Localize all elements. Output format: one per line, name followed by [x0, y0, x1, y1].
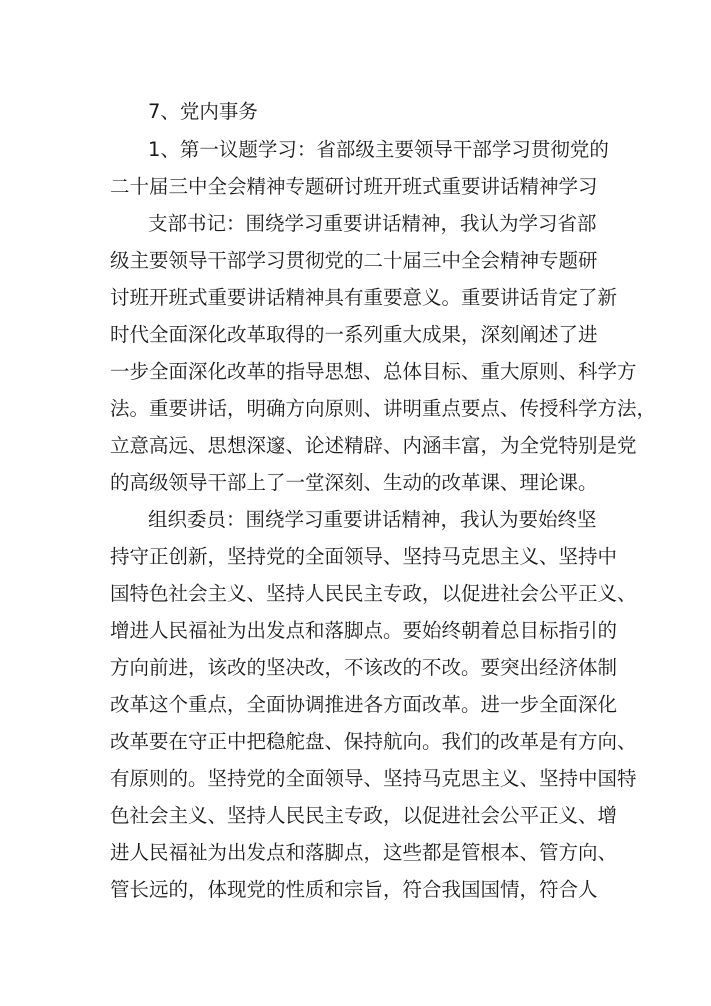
paragraph-line: 方向前进，该改的坚决改，不该改的不改。要突出经济体制 [110, 656, 618, 679]
paragraph-line: 时代全面深化改革取得的一系列重大成果，深刻阐述了进 [110, 323, 598, 346]
paragraph-line: 增进人民福祉为出发点和落脚点。要始终朝着总目标指引的 [110, 619, 618, 642]
paragraph-line: 法。重要讲话，明确方向原则、讲明重点要点、传授科学方法， [110, 397, 657, 420]
paragraph-line: 管长远的，体现党的性质和宗旨，符合我国国情，符合人 [110, 878, 598, 901]
paragraph-line: 讨班开班式重要讲话精神具有重要意义。重要讲话肯定了新 [110, 286, 618, 309]
paragraph-line: 国特色社会主义、坚持人民民主专政，以促进社会公平正义、 [110, 582, 637, 605]
paragraph-line: 一步全面深化改革的指导思想、总体目标、重大原则、科学方 [110, 360, 637, 383]
paragraph-line: 持守正创新，坚持党的全面领导、坚持马克思主义、坚持中 [110, 545, 618, 568]
paragraph-line: 色社会主义、坚持人民民主专政，以促进社会公平正义、增 [110, 804, 618, 827]
paragraph-line: 改革这个重点，全面协调推进各方面改革。进一步全面深化 [110, 693, 618, 716]
paragraph-line: 组织委员：围绕学习重要讲话精神，我认为要始终坚 [148, 508, 597, 531]
paragraph-line: 立意高远、思想深邃、论述精辟、内涵丰富，为全党特别是党 [110, 434, 637, 457]
paragraph-line: 进人民福祉为出发点和落脚点，这些都是管根本、管方向、 [110, 841, 618, 864]
topic-line: 1、第一议题学习：省部级主要领导干部学习贯彻党的 [148, 138, 609, 161]
paragraph-line: 级主要领导干部学习贯彻党的二十届三中全会精神专题研 [110, 249, 598, 272]
topic-line: 二十届三中全会精神专题研讨班开班式重要讲话精神学习 [110, 175, 598, 198]
paragraph-line: 支部书记：围绕学习重要讲话精神，我认为学习省部 [148, 212, 597, 235]
paragraph-line: 改革要在守正中把稳舵盘、保持航向。我们的改革是有方向、 [110, 730, 637, 753]
paragraph-line: 的高级领导干部上了一堂深刻、生动的改革课、理论课。 [110, 471, 598, 494]
paragraph-line: 有原则的。坚持党的全面领导、坚持马克思主义、坚持中国特 [110, 767, 637, 790]
section-heading: 7、党内事务 [148, 100, 258, 123]
